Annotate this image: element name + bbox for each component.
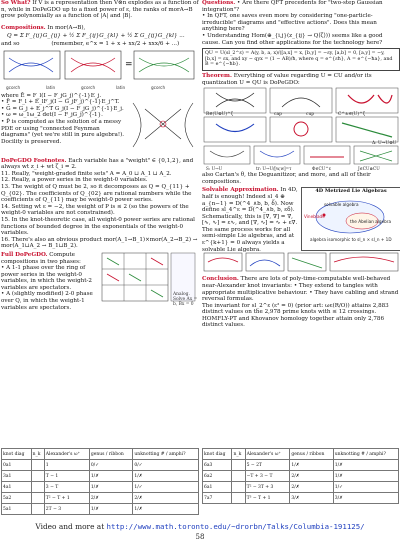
knot-name: 6a2	[203, 471, 232, 482]
question-item: • Are there QFT precedents for "two-step Gaussian integration"?	[202, 0, 383, 13]
tile-label: cap	[274, 112, 282, 118]
table-row	[203, 471, 399, 482]
knot-name: 0a1	[2, 460, 32, 471]
so-what-text: If V is a representation then V⊗n explodes as a function of n, while in DoPeGDO up to a fixed power of ε, the ranks of morA→B grow polynomially as a function of |A| and |B|.	[1, 0, 199, 20]
questions-section	[202, 0, 400, 46]
footnote-item: 14. Setting wt ε = −2, the weight of P is ≤ 2 (so the powers of the weight-0 variables are not constrained).	[1, 203, 189, 217]
tile-label: tr: U→U/[w,w]=τ	[256, 166, 292, 172]
col-header: genus / ribbon	[290, 449, 333, 460]
tile-label: Φ∈CU^ε	[312, 166, 331, 172]
where-line: • ω = ω_1ω_2 det(I − F_jG_j)^{-1}.	[1, 112, 103, 119]
solvable-body: In 4D, half is enough! Indeed sl_4 ⊕ a_{n−1} = D(^4_∧b, b, δ). Now define sl_4^ε = D(^4_∧b, b, εδ). Schematically, this is [∇, ∇] = ∇, [∿, ∿] = ε∿, and [∇, ∿] = ∿ + ε∇. The same process works for all semi-simple Lie algebras, and at ε^{k+1} = 0 always yields a solvable Lie algebra.	[202, 187, 298, 253]
left-column	[1, 0, 199, 310]
footer-prefix: Video and more at	[35, 522, 107, 531]
where-line: • F̄ = F_l + E_lF_j(I − G_jF_j)^{-1}E_j^T.	[1, 99, 120, 106]
genus-cell: 2/✗	[89, 493, 133, 504]
genus-cell: 1/✗	[290, 460, 333, 471]
diagram-label-5: gcorch	[151, 84, 166, 90]
table-row	[203, 460, 399, 471]
alexander-cell: −T + 3 − T	[245, 471, 290, 482]
genus-cell: 1/✗	[89, 504, 133, 515]
table-row	[2, 504, 199, 515]
conclusion-section	[202, 276, 400, 329]
compositions-section	[1, 25, 199, 48]
so-what-heading: So What?	[1, 0, 31, 6]
remember-note: (remember, e^x = 1 + x + xx/2 + xxx/6 + ...)	[51, 40, 180, 47]
col-header: unknotting # / amphi?	[333, 449, 398, 460]
genus-cell: 1/✗	[89, 471, 133, 482]
knot-name: 5a1	[2, 504, 32, 515]
footnote-item: 12. Really, a power series in the weight-0 variables.	[1, 177, 148, 184]
so-what-section	[1, 0, 199, 24]
knot-name: 5a2	[2, 493, 32, 504]
col-header: knot diag	[203, 449, 232, 460]
page-number: 58	[195, 533, 205, 541]
compositions-equation: Q = Σ F_{ij}G_{ij} + ½ Σ F_{ij}G_{kl} + ½ Σ G_{ij}G_{kl} ...	[7, 32, 185, 39]
lie-label-isomorphic: algebra isomorphic to sl_n × sl_n + 1D	[310, 237, 392, 243]
alexander-cell: 5 − 2T	[245, 460, 290, 471]
theorem-section	[202, 73, 400, 86]
diagram-label-2: latin	[46, 84, 56, 90]
footnotes-intro: Each variable has a "weight" ∈ {0,1,2}, and always wt z_i + wt ζ_i = 2.	[1, 157, 194, 171]
invariant-text: The invariant for sl_2^ε (ε² = 0) (prior art: ωε(R/O)) attains 2,883 distinct values on the 2,978 prime knots with ≤ 12 crossings. HOMFLY-PT and Khovanov homology together attain only 2,786 distinct values.	[202, 302, 389, 329]
genus-cell: 3/✗	[290, 493, 333, 504]
question-item: • Understanding Hom(⊕_{i,j}(z_{ij} → Q⟨ζ⟩)) seems like a good cause. Can you find other applications for the technology here?	[202, 32, 383, 46]
right-column	[202, 0, 400, 329]
quantum-group-box: QU = U(sl_2^ε) = A(y, b, a, x)/([a,x] = x, [b,y] = −εy, [a,b] = 0, [a,y] = −y, [b,x] = εx, and xy − qyx = (1 − AB)/ħ, where q = e^{εħ}, A = e^{−ħa}, and B = e^{−ħb}.	[202, 48, 400, 71]
knot-table-header	[203, 449, 399, 460]
col-header: knot diag	[2, 449, 32, 460]
knot-name: 6a1	[203, 482, 232, 493]
conclusion-heading: Conclusion.	[202, 276, 239, 283]
col-header: genus / ribbon	[89, 449, 133, 460]
table-row	[203, 482, 399, 493]
genus-cell: 2/✗	[290, 482, 333, 493]
where-block	[1, 93, 199, 157]
lie-label-vineblade: Vineblade	[304, 214, 325, 220]
knot-name: 3a1	[2, 471, 32, 482]
unknotting-cell: 1/✗	[333, 471, 398, 482]
col-header: Alexander's ω⁺	[245, 449, 290, 460]
table-row	[203, 493, 399, 504]
full-phase-item: • A 1-1 phase over the ring of power series in the weight-0 variables, in which the weight-2 variables are spectators.	[1, 265, 92, 291]
unknotting-cell: 1/✓	[133, 482, 199, 493]
tangle-diagrams	[202, 252, 400, 274]
knot-name: 6a3	[203, 460, 232, 471]
also-text: also Cartan's θ, the Deguanitizor, and more, and all of their compositions.	[202, 172, 371, 185]
unknotting-cell: 1/✗	[133, 504, 199, 515]
conclusion-text: There are lots of poly-time-computable well-behaved near-Alexander knot invariants: • They extend to tangles with appropriate multiplicative behaviour. • They have cabling and strand reversal formulas.	[202, 276, 399, 303]
footnote-item: 15. In the knot-theoretic case, all weight-0 power series are rational functions of bounded degree in the exponentials of the weight-0 variables.	[1, 216, 195, 237]
compositions-text: In mor(A→B),	[47, 25, 86, 31]
tile-label: S: U→U	[206, 166, 223, 172]
alexander-cell: T² − T + 1	[44, 493, 89, 504]
svg-text:=: =	[125, 59, 133, 70]
full-dopegdo-heading: Full DoPeGDO.	[1, 251, 48, 258]
knot-table-header	[2, 449, 199, 460]
table-row	[2, 471, 199, 482]
lie-label-solvable: solvable algebra	[324, 202, 359, 208]
full-dopegdo-block	[1, 252, 199, 310]
theorem-tiles	[202, 87, 400, 171]
col-header: n_k	[31, 449, 44, 460]
unknotting-cell: 3/✗	[333, 493, 398, 504]
where-line: where Ē = F_l(I − F_jG_j)^{-1}E_j.	[1, 92, 102, 99]
solvable-text	[202, 187, 298, 253]
unknotting-cell: 1/✓	[333, 482, 398, 493]
dopegdo-footnotes	[1, 158, 199, 250]
unknotting-cell: 0/✓	[133, 460, 199, 471]
alexander-cell: T³ − T + 1	[245, 493, 290, 504]
tile-label: cup	[306, 112, 315, 118]
diagram-label-4: latin	[116, 84, 126, 90]
unknotting-cell: 1/✗	[133, 471, 199, 482]
tangle-strip	[202, 252, 400, 276]
footnote-item: 16. There's also an obvious product mor(A_1→B_1)×mor(A_2→B_2) → mor(A_1⊔A_2 → B_1⊔B_2).	[1, 236, 198, 250]
full-dopegdo-text	[1, 252, 97, 311]
full-phase-item: • A (slightly modified) 2-0 phase over Q, in which the weight-1 variables are spectators.	[1, 291, 93, 311]
lie-label-abelian: the Abelian algebra	[350, 219, 392, 225]
footer-line	[0, 522, 400, 532]
knot-name: 4a1	[2, 482, 32, 493]
solvable-heading: Solvable Approximation.	[202, 187, 279, 194]
alexander-cell: T² − 3T + 3	[245, 482, 290, 493]
where-list	[1, 93, 125, 146]
where-line: • Ḡ = G_j + E_j^T G_j(I − F_jG_j)^{-1}E_j.	[1, 105, 124, 112]
footnotes-heading: DoPeGDO Footnotes.	[1, 157, 67, 164]
question-item: • In QFT, one saves even more by considering "one-particle-irreducible" diagrams and "effective actions". Does this mean anything here?	[202, 13, 377, 33]
col-header: unknotting # / amphi?	[133, 449, 199, 460]
unknotting-cell: 1/✗	[333, 460, 398, 471]
knot-table	[1, 448, 199, 515]
knot-name: 7a7	[203, 493, 232, 504]
table-row	[2, 482, 199, 493]
col-header: n_k	[232, 449, 245, 460]
alexander-cell: 1	[44, 460, 89, 471]
footnote-item: 11. Really, "weight-graded finite sets" A = A_0 ⊔ A_1 ⊔ A_2.	[1, 170, 172, 177]
theorem-text: Everything of value regarding U = CU and/or its quantization U = QU is DoPeGDO:	[202, 72, 372, 86]
alexander-cell: 2T − 3	[44, 504, 89, 515]
alexander-cell: 3 − T	[44, 482, 89, 493]
compositions-heading: Compositions.	[1, 25, 46, 31]
page-footer	[0, 522, 400, 545]
table-row	[2, 460, 199, 471]
lie-algebra-diagram	[302, 195, 400, 249]
tile-label: Δ: U→U⊗U	[372, 141, 397, 147]
lie-algebra-box	[301, 187, 400, 251]
tile-label: R∈(U⊗U)^ζ	[206, 112, 234, 118]
table-row	[2, 493, 199, 504]
genus-cell: 0/✓	[89, 460, 133, 471]
knot-table-right	[202, 448, 399, 504]
composition-diagram	[1, 48, 199, 93]
footnote-item: 13. The weight of Q must be 2, so it decomposes as Q = Q_{11} + Q_{02}. The coefficients of Q_{02} are rational numbers while the coefficients of Q_{11} may be weight-0 power series.	[1, 183, 192, 204]
knot-table	[202, 448, 399, 504]
video-link[interactable]: http://www.math.toronto.edu/~drorbn/Talks/Columbia-191125/	[106, 522, 365, 531]
solvable-block	[202, 187, 400, 251]
where-line: • P̄ is computed as the solution of a messy PDE or using "connected Feynman diagrams" (yet we're still in pure algebra!). Docility is preserved.	[1, 118, 125, 145]
lie-box-title: 4D Metrized Lie Algebras	[315, 188, 387, 195]
theorem-heading: Theorem.	[202, 72, 232, 79]
and-so: and so	[1, 40, 20, 47]
genus-cell: 1/✗	[89, 482, 133, 493]
genus-cell: 2/✗	[290, 471, 333, 482]
knot-table-left	[1, 448, 199, 515]
analog-note: Analog. Solve Ax = b, Bx = 0	[173, 291, 198, 307]
tile-label: J∈CU⊗CU	[358, 166, 380, 172]
diagram-label-1: gcorch	[6, 84, 21, 90]
alexander-cell: T − 1	[44, 471, 89, 482]
questions-heading: Questions.	[202, 0, 236, 6]
unknotting-cell: 2/✗	[133, 493, 199, 504]
feynman-diagram	[129, 95, 197, 153]
diagram-label-3: gcorch	[81, 84, 96, 90]
col-header: Alexander's ω⁺	[44, 449, 89, 460]
full-dopegdo-intro: Compute compositions in two phases:	[1, 251, 81, 265]
tile-label: C^±∈(U)^ζ	[338, 112, 366, 118]
